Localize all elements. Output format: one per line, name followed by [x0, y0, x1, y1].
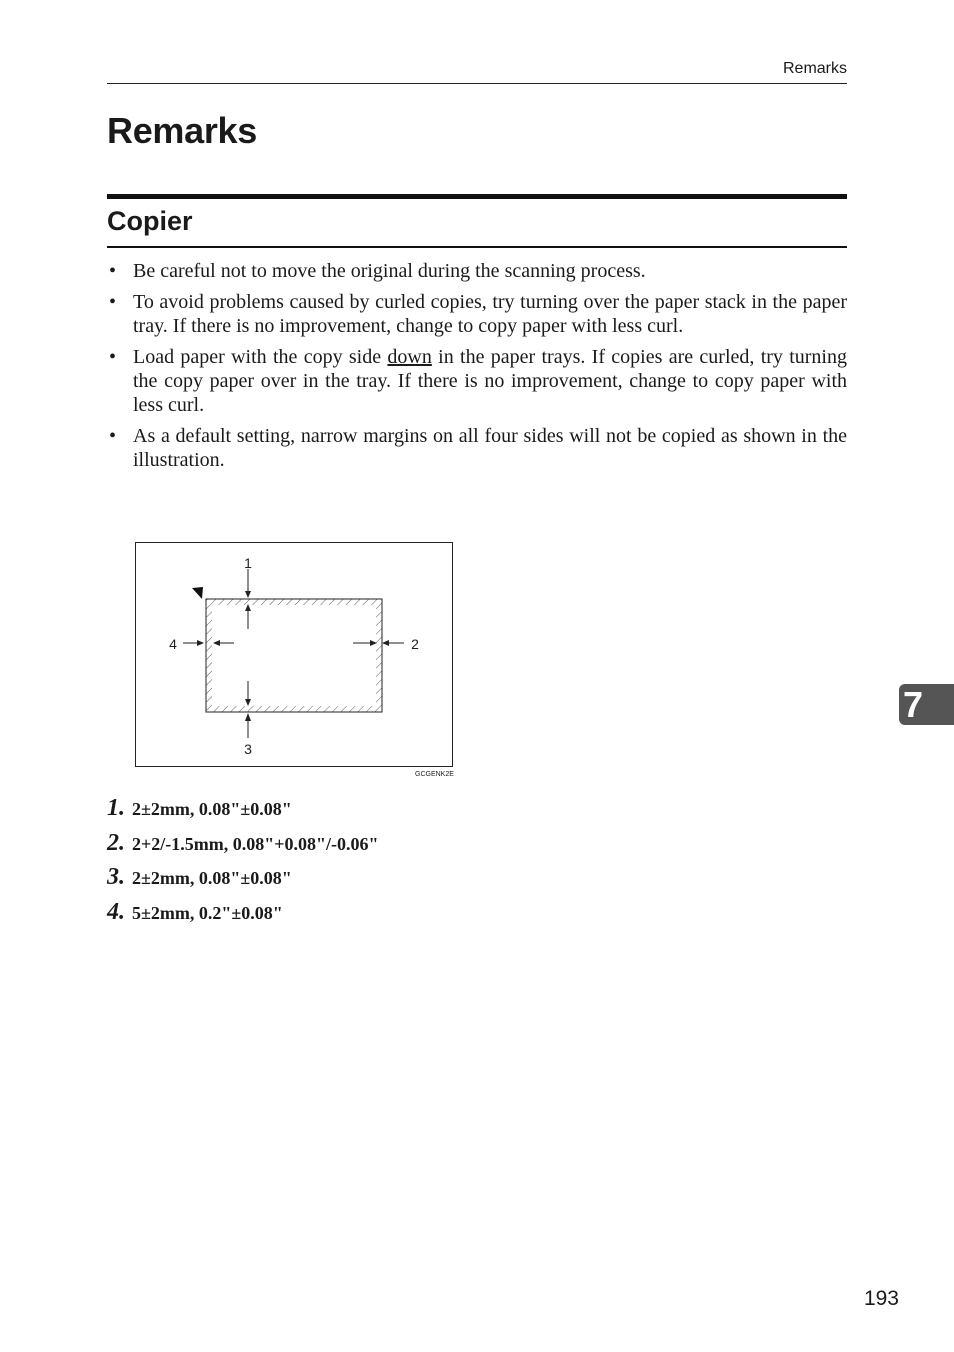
list-item — [107, 345, 847, 417]
arrow-down-icon — [245, 591, 251, 598]
spec-number: 1. — [107, 795, 125, 821]
spec-number: 4. — [107, 898, 125, 925]
bullet-text: To avoid problems caused by curled copies, try turning over the paper stack in the paper tray. If there is no improvement, change to copy paper with less curl. — [133, 291, 847, 337]
list-item — [107, 290, 847, 338]
figure-label-3: 3 — [244, 741, 252, 757]
bullet-dot: • — [109, 260, 117, 282]
margin-diagram — [136, 543, 452, 766]
list-item — [107, 864, 378, 899]
bullet-text-post: in the paper trays. If copies are curled, try turning the copy paper over in the tray. If there is no improvement, change to copy paper with less curl. — [133, 346, 847, 416]
spec-number: 2. — [107, 829, 125, 856]
page-title: Remarks — [107, 110, 258, 151]
list-item — [107, 424, 847, 472]
bullet-text-pre: Load paper with the copy side — [133, 346, 388, 368]
figure-code: GCGENK2E — [415, 771, 454, 778]
running-head: Remarks — [782, 60, 847, 77]
arrow-right-icon — [197, 640, 204, 646]
spec-list — [107, 795, 378, 933]
list-item — [107, 259, 847, 283]
bullet-text-underlined: down — [387, 346, 432, 368]
list-item — [107, 830, 378, 865]
orientation-mark-icon — [192, 587, 203, 599]
bullet-dot: • — [109, 291, 117, 313]
arrow-up-icon — [245, 713, 251, 721]
bullet-dot: • — [109, 346, 117, 368]
list-item — [107, 899, 378, 934]
spec-text: 5±2mm, 0.2"±0.08" — [132, 902, 283, 923]
page-number: 193 — [863, 1287, 899, 1310]
printable-area — [212, 605, 376, 706]
section-rule-top — [107, 194, 847, 199]
bullet-text: As a default setting, narrow margins on all four sides will not be copied as shown in the illustration. — [133, 425, 847, 471]
figure-label-1: 1 — [244, 555, 252, 571]
arrow-left-icon — [382, 640, 389, 646]
header-rule — [107, 83, 847, 84]
spec-text: 2±2mm, 0.08"±0.08" — [132, 868, 292, 888]
spec-number: 3. — [107, 864, 125, 890]
figure-label-4: 4 — [169, 636, 177, 652]
spec-text: 2±2mm, 0.08"±0.08" — [132, 799, 292, 819]
figure-label-2: 2 — [411, 636, 419, 652]
margin-illustration — [135, 542, 453, 767]
section-rule-bottom — [107, 246, 847, 248]
spec-text: 2+2/-1.5mm, 0.08"+0.08"/-0.06" — [132, 833, 379, 854]
bullet-list — [107, 259, 847, 479]
bullet-text: Be careful not to move the original during the scanning process. — [133, 260, 646, 282]
list-item — [107, 795, 378, 830]
chapter-number: 7 — [903, 684, 924, 725]
bullet-dot: • — [109, 425, 117, 447]
section-title: Copier — [107, 206, 193, 236]
chapter-tab — [899, 684, 954, 725]
